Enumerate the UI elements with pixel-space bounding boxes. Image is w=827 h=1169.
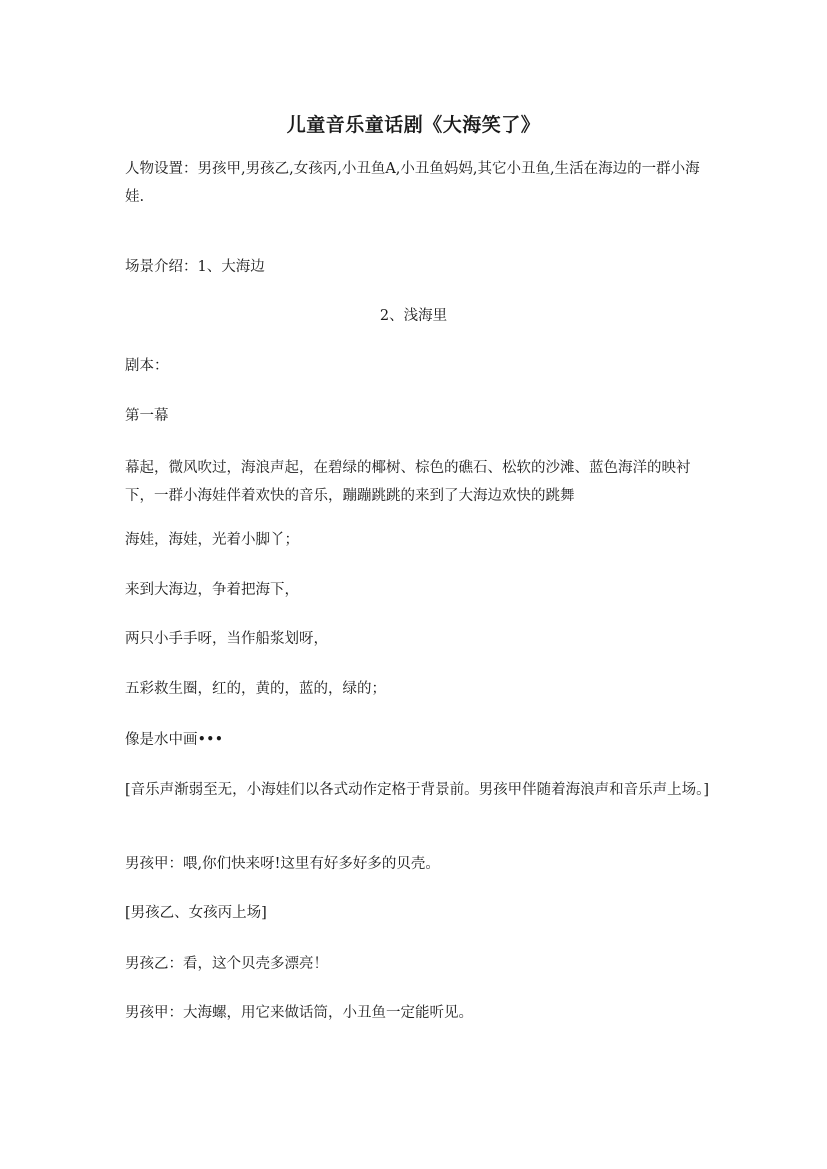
scene-intro: 场景介绍：1、大海边 — [125, 259, 265, 275]
dialogue-line: 男孩甲：大海螺，用它来做话筒，小丑鱼一定能听见。 — [125, 1005, 473, 1021]
stage-direction: [音乐声渐弱至无，小海娃们以各式动作定格于背景前。男孩甲伴随着海浪声和音乐声上场。] — [125, 782, 710, 798]
song-line: 来到大海边，争着把海下， — [125, 582, 299, 598]
dialogue-line: 男孩甲：喂,你们快来呀!这里有好多好多的贝壳。 — [125, 856, 440, 872]
act-heading: 第一幕 — [125, 408, 169, 424]
song-line: 两只小手手呀，当作船浆划呀， — [125, 631, 328, 647]
stage-direction: [男孩乙、女孩丙上场] — [125, 905, 267, 921]
scene-two: 2、浅海里 — [379, 308, 448, 324]
opening-description: 幕起，微风吹过，海浪声起，在碧绿的椰树、棕色的礁石、松软的沙滩、蓝色海洋的映衬下，一群小海娃伴着欢快的音乐，蹦蹦跳跳的来到了大海边欢快的跳舞 — [125, 460, 691, 504]
document-title: 儿童音乐童话剧《大海笑了》 — [286, 114, 541, 136]
song-line: 海娃，海娃，光着小脚丫； — [125, 532, 299, 548]
song-line: 五彩救生圈，红的，黄的，蓝的，绿的； — [125, 681, 386, 697]
song-line: 像是水中画••• — [125, 732, 224, 748]
dialogue-line: 男孩乙：看，这个贝壳多漂亮！ — [125, 956, 328, 972]
script-label: 剧本： — [125, 358, 169, 374]
character-list: 人物设置：男孩甲,男孩乙,女孩丙,小丑鱼A,小丑鱼妈妈,其它小丑鱼,生活在海边的一群小海娃. — [125, 161, 700, 205]
